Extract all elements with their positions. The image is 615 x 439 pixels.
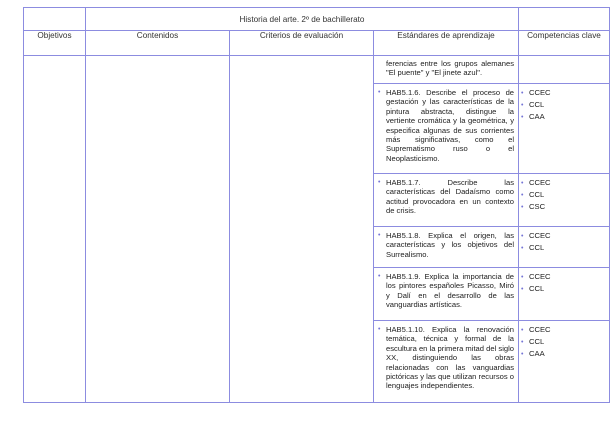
- bullet-icon: •: [521, 339, 524, 346]
- competency-item: • CAA: [521, 349, 545, 358]
- competency-item: • CCEC: [521, 325, 551, 334]
- standard-cell: [374, 84, 519, 174]
- curriculum-table: [23, 7, 610, 403]
- bullet-icon: •: [378, 232, 381, 239]
- bullet-icon: •: [521, 286, 524, 293]
- bullet-icon: •: [378, 273, 381, 280]
- bullet-icon: •: [521, 204, 524, 211]
- table-row: [24, 56, 610, 84]
- standard-text: HAB5.1.8. Explica el origen, las características y los objetivos del Surrealismo.: [386, 231, 515, 259]
- bullet-icon: •: [521, 274, 524, 281]
- competency-item: • CCL: [521, 190, 545, 199]
- header-estandares: Estándares de aprendizaje: [374, 31, 519, 56]
- competencies-cell: [519, 56, 610, 84]
- bullet-icon: •: [521, 90, 524, 97]
- bullet-icon: •: [521, 327, 524, 334]
- competency-item: • CCEC: [521, 178, 551, 187]
- competency-item: • CCEC: [521, 231, 551, 240]
- bullet-icon: •: [378, 179, 381, 186]
- bullet-icon: •: [521, 192, 524, 199]
- table-title: Historia del arte. 2º de bachillerato: [86, 8, 519, 31]
- bullet-icon: •: [521, 114, 524, 121]
- standard-cell: [374, 268, 519, 321]
- criterios-cell: [230, 56, 374, 403]
- header-objetivos: Objetivos: [24, 31, 86, 56]
- standard-text: HAB5.1.7. Describe las características del Dadaísmo como actitud provocadora en un contexto de crisis.: [386, 178, 515, 216]
- header-contenidos: Contenidos: [86, 31, 230, 56]
- standard-text: HAB5.1.9. Explica la importancia de los pintores españoles Picasso, Miró y Dalí en el desarrollo de las vanguardias artísticas.: [386, 272, 515, 310]
- competency-item: • CCL: [521, 243, 545, 252]
- standard-cell: [374, 321, 519, 403]
- competency-item: • CCEC: [521, 88, 551, 97]
- competency-item: • CCL: [521, 337, 545, 346]
- title-right-cell: [519, 8, 610, 31]
- standard-text: HAB5.1.6. Describe el proceso de gestación y las características de la pintura abstracta, distingue la vertiente cromática y la geométrica, y especifica algunas de sus corrientes más significativas, como el Suprematismo ruso o el Neoplasticismo.: [386, 88, 515, 163]
- competencies-cell: [519, 268, 610, 321]
- competency-item: • CAA: [521, 112, 545, 121]
- competency-item: • CSC: [521, 202, 546, 211]
- bullet-icon: •: [521, 102, 524, 109]
- objetivos-cell: [24, 56, 86, 403]
- standard-cell: [374, 227, 519, 268]
- competencies-cell: [519, 321, 610, 403]
- competencies-cell: [519, 174, 610, 227]
- standard-cell: [374, 174, 519, 227]
- bullet-icon: •: [521, 180, 524, 187]
- header-criterios: Criterios de evaluación: [230, 31, 374, 56]
- header-competencias: Competencias clave: [519, 31, 610, 56]
- bullet-icon: •: [521, 351, 524, 358]
- title-corner-cell: [24, 8, 86, 31]
- standard-cell: [374, 56, 519, 84]
- competencies-cell: [519, 227, 610, 268]
- bullet-icon: •: [378, 326, 381, 333]
- competencies-cell: [519, 84, 610, 174]
- contenidos-cell: [86, 56, 230, 403]
- competency-item: • CCL: [521, 284, 545, 293]
- bullet-icon: •: [521, 233, 524, 240]
- competency-item: • CCEC: [521, 272, 551, 281]
- standard-text: ferencias entre los grupos alemanes "El puente" y "El jinete azul".: [386, 59, 515, 78]
- standard-text: HAB5.1.10. Explica la renovación temática, técnica y formal de la escultura en la primera mitad del siglo XX, distinguiendo las obras relacionadas con las vanguardias pictóricas y las que utilizan recursos o lenguajes independientes.: [386, 325, 515, 391]
- competency-item: • CCL: [521, 100, 545, 109]
- bullet-icon: •: [378, 89, 381, 96]
- bullet-icon: •: [521, 245, 524, 252]
